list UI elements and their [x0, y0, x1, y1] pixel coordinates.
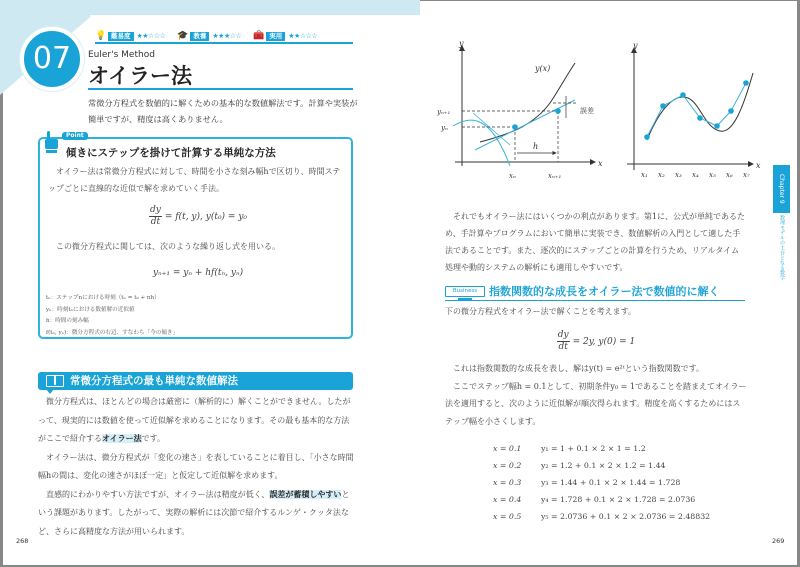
- step-x: x = 0.3: [493, 478, 522, 487]
- advantages-paragraph: [445, 208, 747, 276]
- page-number-right: 269: [772, 537, 785, 545]
- svg-text:x₇: x₇: [743, 171, 750, 179]
- chapter-subtitle: 数理モデルの土台となる数学: [779, 215, 785, 280]
- rating-label: 難易度: [108, 32, 134, 41]
- page-title: オイラー法: [88, 64, 192, 88]
- point-heading: 傾きにステップを掛けて計算する単純な方法: [66, 147, 276, 159]
- rating-difficulty: [95, 30, 165, 42]
- toolbox-icon: 🧰: [253, 31, 265, 41]
- svg-text:x₅: x₅: [709, 171, 716, 179]
- legend-item: h：時間の刻み幅: [46, 318, 89, 324]
- step-x: x = 0.1: [493, 444, 522, 453]
- step-x: x = 0.2: [493, 461, 522, 470]
- section-body: [38, 393, 356, 541]
- step-row: [493, 491, 710, 508]
- rating-label: 実用: [266, 32, 285, 41]
- monitor-icon: Business: [445, 286, 485, 297]
- business-intro: 下の微分方程式をオイラー法で解くことを考えます。: [445, 307, 636, 316]
- section-heading: [38, 372, 353, 390]
- rating-stars: ★★☆☆☆: [136, 32, 166, 40]
- point-tag: Point: [62, 132, 88, 140]
- paragraph: これは指数関数的な成長を表し、解はy(t) = e²ᵗという指数関数です。: [453, 364, 705, 373]
- equation-rest: = 2y, y(0) = 1: [572, 337, 636, 347]
- svg-text:xₙ₊₁: xₙ₊₁: [548, 172, 562, 180]
- fraction: [149, 205, 162, 228]
- step-row: [493, 508, 710, 525]
- step-y: y₃ = 1.44 + 0.1 × 2 × 1.44 = 1.728: [541, 478, 681, 487]
- highlight: オイラー法: [102, 434, 142, 443]
- header-band-right: [400, 0, 420, 15]
- highlight: 誤差が蓄積しやすい: [269, 489, 342, 499]
- step-y: y₁ = 1 + 0.1 × 2 × 1 = 1.2: [541, 444, 646, 453]
- text: 微分方程式は、ほとんどの場合は厳密に（解析的に）解くことができません。したがって、現実的には数値を使って近似解を求めることになります。その最も基本的な方法がここで紹介する: [38, 397, 351, 443]
- legend-item: yₙ：時刻tₙにおける数値解の近似値: [46, 306, 135, 313]
- equation-recurrence: yₙ₊₁ = yₙ + hf(tₙ, yₙ): [152, 268, 244, 278]
- page-number-left: 268: [16, 537, 29, 545]
- svg-text:誤差: 誤差: [580, 107, 594, 115]
- svg-text:x: x: [756, 161, 761, 170]
- svg-text:x₂: x₂: [658, 171, 665, 179]
- numerator: dy: [557, 330, 569, 340]
- step-y: y₅ = 2.0736 + 0.1 × 2 × 2.0736 = 2.48832: [541, 512, 711, 521]
- step-row: [493, 457, 710, 474]
- step-y: y₄ = 1.728 + 0.1 × 2 × 1.728 = 2.0736: [541, 495, 696, 504]
- equation-exponential: [445, 330, 747, 353]
- rating-stars: ★★☆☆☆: [288, 32, 318, 40]
- text: です。: [141, 434, 165, 443]
- legend-item: tₙ：ステップnにおける時刻（tₙ = t₀ + nh）: [46, 295, 160, 301]
- svg-text:x₃: x₃: [675, 171, 682, 179]
- svg-text:yₙ₊₁: yₙ₊₁: [437, 108, 451, 116]
- title-english: Euler's Method: [88, 50, 155, 60]
- svg-text:xₙ: xₙ: [509, 172, 516, 180]
- point-para-2: [48, 238, 348, 255]
- text: という課題があります。したがって、実際の解析には次節で紹介するルンゲ・クッタ法など、さらに高精度な方法が用いられます。: [38, 489, 350, 536]
- step-row: [493, 440, 710, 457]
- title-rule: [88, 88, 353, 90]
- business-body: [445, 360, 747, 430]
- text: 直感的にわかりやすい方法ですが、オイラー法は精度が低く、: [46, 489, 270, 499]
- svg-text:x₁: x₁: [641, 171, 648, 179]
- equation-ode: [48, 205, 348, 228]
- ratings-bar: [95, 30, 353, 44]
- svg-text:x₄: x₄: [692, 171, 699, 179]
- point-text: オイラー法は常微分方程式に対して、時間を小さな刻み幅hで区切り、時間ステップごとに直線的な近似で解を求めていく手法。: [48, 167, 341, 193]
- section-heading-text: 常微分方程式の最も単純な数値解法: [70, 375, 238, 387]
- chapter-tab[interactable]: Chapter 9: [773, 165, 790, 213]
- rating-practical: [253, 30, 317, 42]
- svg-text:x: x: [598, 159, 603, 168]
- paragraph: オイラー法は、微分方程式が「変化の速さ」を表していることに着目し、「小さな時間幅hの間は、変化の速さがほぼ一定」と仮定して近似解を求めます。: [38, 452, 354, 480]
- lead-text: 常微分方程式を数値的に解くための基本的な数値解法です。計算や実装が簡単ですが、精度は高くありません。: [88, 98, 358, 124]
- svg-text:y: y: [459, 39, 464, 48]
- rating-label: 教養: [190, 32, 209, 41]
- paragraph: それでもオイラー法にはいくつかの利点があります。第1に、公式が単純であるため、手計算やプログラムにおいて簡単に実装でき、数値解析の入門として適した手法であることです。また、逐次的にステップごとの計算を行うため、リアルタイム処理や動的システムの解析にも適用しやすいです。: [445, 212, 746, 272]
- paragraph: [38, 393, 356, 449]
- point-para-1: [48, 163, 348, 197]
- euler-steps-table: [493, 440, 710, 525]
- graduation-cap-icon: 🎓: [177, 31, 189, 41]
- rating-culture: [177, 30, 241, 42]
- denominator: dt: [150, 217, 161, 227]
- numerator: dy: [149, 205, 161, 215]
- fraction: [557, 330, 570, 353]
- svg-text:h: h: [533, 142, 539, 151]
- rating-stars: ★★★☆☆: [212, 32, 242, 40]
- business-heading: [445, 281, 745, 301]
- pointing-hand-icon: [44, 131, 60, 153]
- section-number-badge: 07: [20, 27, 84, 91]
- denominator: dt: [558, 342, 568, 352]
- step-y: y₂ = 1.2 + 0.1 × 2 × 1.2 = 1.44: [541, 461, 666, 470]
- step-x: x = 0.4: [493, 495, 522, 504]
- svg-text:yₙ: yₙ: [441, 124, 448, 132]
- legend-item: f(tₙ, yₙ)：微分方程式の右辺、すなわち「今の傾き」: [46, 329, 179, 336]
- lightbulb-icon: 💡: [95, 31, 107, 41]
- book-icon: [46, 375, 64, 387]
- equation-rest: = f(t, y), y(t₀) = y₀: [164, 212, 248, 222]
- paragraph: [38, 486, 356, 542]
- step-row: [493, 474, 710, 491]
- svg-text:y: y: [633, 41, 638, 50]
- point-text: この微分方程式に関しては、次のような繰り返し式を用いる。: [56, 242, 280, 251]
- business-heading-text: 指数関数的な成長をオイラー法で数値的に解く: [489, 285, 720, 298]
- euler-step-diagram: [435, 38, 605, 188]
- symbol-legend: [46, 293, 178, 339]
- svg-text:y(x): y(x): [535, 64, 551, 73]
- svg-text:x₆: x₆: [726, 171, 733, 179]
- step-x: x = 0.5: [493, 512, 522, 521]
- paragraph: ここでステップ幅h = 0.1として、初期条件y₀ = 1であることを踏まえてオイラー法を適用すると、次のように近似解が順次得られます。精度を高くするためにはステップ幅を小さくします。: [445, 381, 747, 426]
- euler-approximation-diagram: [625, 38, 765, 188]
